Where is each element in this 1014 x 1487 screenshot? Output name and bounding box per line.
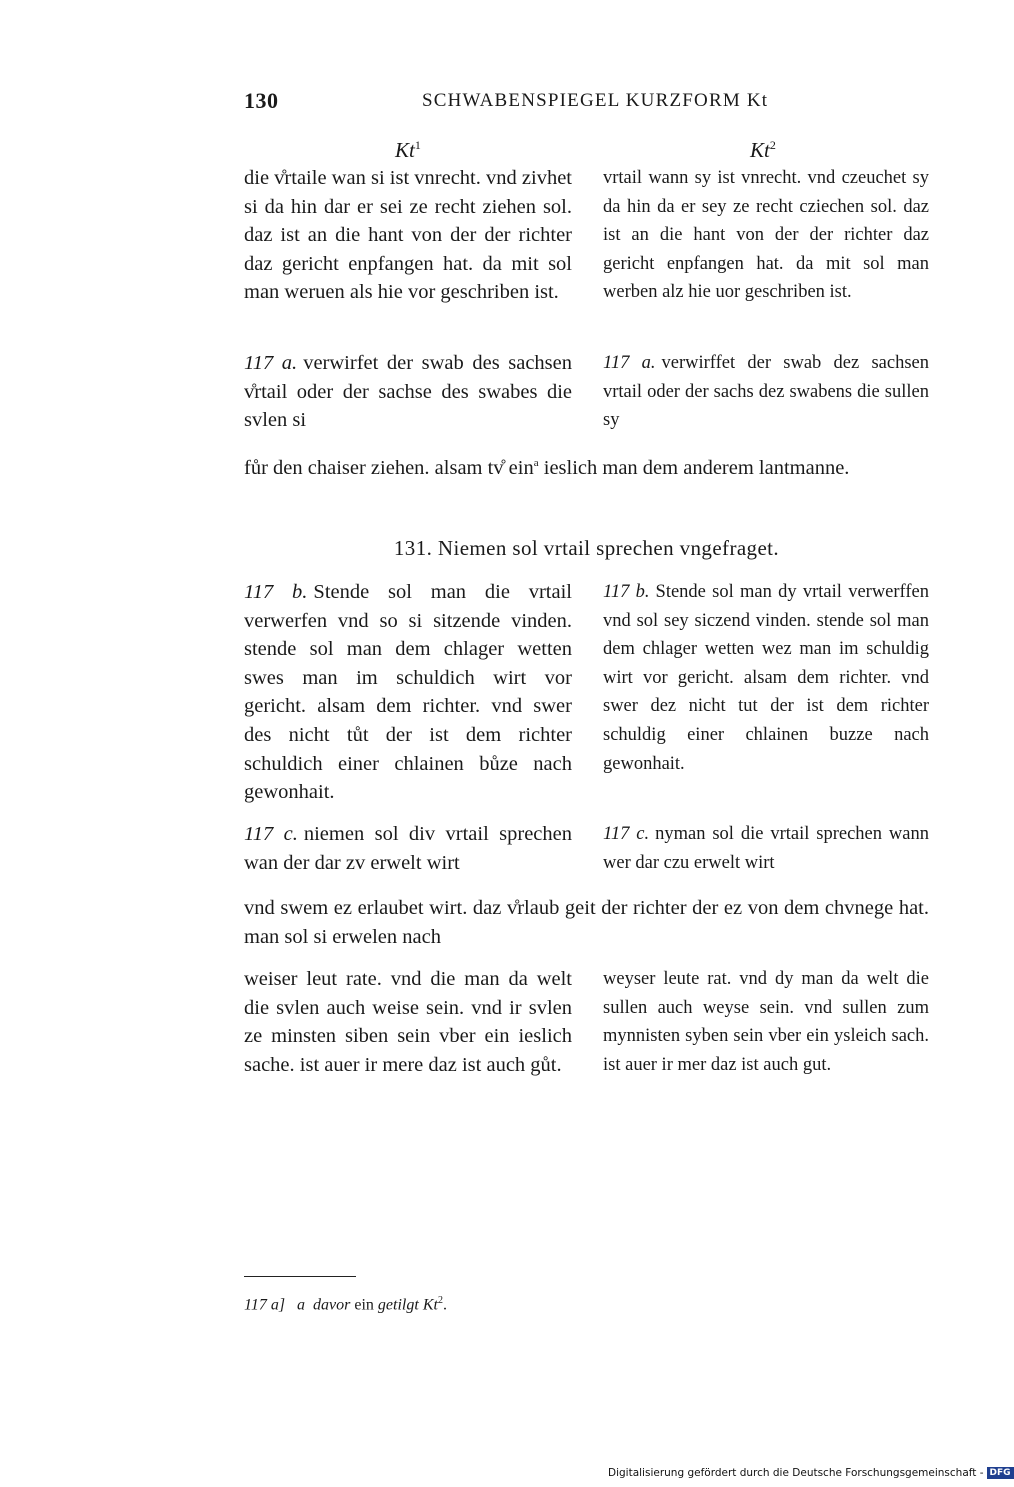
paragraph-kt1: die v̊rtaile wan si ist vnrecht. vnd zivhet si da hin dar er sei ze recht ziehen sol. daz ist an die hant von der der richter daz gericht enpfangen hat. da mit sol man weruen als hie vor geschriben ist. <box>244 167 572 304</box>
footnote-marker: a <box>533 457 539 469</box>
paragraph-kt1-117c: 117 c. niemen sol div vrtail sprechen wan der dar zv erwelt wirt <box>244 823 573 874</box>
paragraph-shared: fůr den chaiser ziehen. alsam tv̊ ein$^a$ ieslich man dem anderem lantmanne. <box>244 456 850 479</box>
column-label-kt2: Kt$^2$ <box>750 138 776 162</box>
article-ref: 117 a. <box>244 352 298 374</box>
digitization-credit: Digitalisierung gefördert durch die Deutsche Forschungsgemeinschaft - DFG <box>608 1467 1014 1479</box>
article-ref: 117 c. <box>244 823 298 845</box>
page-number: 130 <box>244 88 279 113</box>
paragraph-shared-2: vnd swem ez erlaubet wirt. daz v̊rlaub geit der richter der ez von dem chvnege hat. man sol si erwelen nach <box>244 897 929 948</box>
paragraph-kt2-117a: 117 a. verwirffet der swab dez sachsen vrtail oder der sachs dez swabens die sullen sy <box>603 353 929 431</box>
page-header <box>244 88 928 118</box>
paragraph-kt2-end: weyser leute rat. vnd dy man da welt die sullen auch weyse sein. vnd sullen zum mynnisten syben sein vber ein ysleich sach. ist auer ir mer daz ist auch gut. <box>603 969 929 1075</box>
article-ref: 117 c. <box>603 824 650 844</box>
paragraph-kt1-end: weiser leut rate. vnd die man da welt die svlen auch weise sein. vnd ir svlen ze minsten siben sein vber ein ieslich sache. ist auer ir mere daz ist auch gůt. <box>244 968 572 1076</box>
footnote: 117 a] a davor ein getilgt Kt$^2$. <box>244 1295 447 1314</box>
column-label-kt1: Kt$^1$ <box>395 138 421 162</box>
paragraph-kt2-117c: 117 c. nyman sol die vrtail sprechen wann wer dar czu erwelt wirt <box>603 824 929 873</box>
paragraph-kt1-117a: 117 a. verwirfet der swab des sachsen v̊rtail oder der sachse des swabes die svlen si <box>244 352 572 432</box>
article-ref: 117 b. <box>603 582 650 602</box>
section-heading: 131. Niemen sol vrtail sprechen vngefraget. <box>393 536 780 560</box>
running-title: SCHWABENSPIEGEL KURZFORM Kt <box>422 90 769 111</box>
article-ref: 117 b. <box>244 581 308 603</box>
dfg-logo-icon: DFG <box>987 1467 1014 1479</box>
paragraph-kt2-117b: 117 b. Stende sol man dy vrtail verwerffen vnd sol sey siczend vinden. stende sol man dem chlager wetten wez man im schuldig wirt vor gericht. alsam dem richter. vnd swer dez nicht tut der ist dem richter schuldig einer chlainen buzze nach gewonhait. <box>603 582 929 774</box>
footnote-rule <box>244 1276 356 1277</box>
paragraph-kt1-117b: 117 b. Stende sol man die vrtail verwerfen vnd so si sitzende vinden. stende sol man dem chlager wetten swes man im schuldich wirt vor gericht. alsam dem richter. vnd swer des nicht tůt der ist dem richter schuldich einer chlainen bůze nach gewonhait. <box>244 581 572 804</box>
article-ref: 117 a. <box>603 353 656 373</box>
paragraph-kt2: vrtail wann sy ist vnrecht. vnd czeuchet sy da hin da er sey ze recht cziechen sol. daz ist an die hant von der der richter daz gericht enpfangen hat. da mit sol man werben alz hie uor geschriben ist. <box>603 168 929 303</box>
